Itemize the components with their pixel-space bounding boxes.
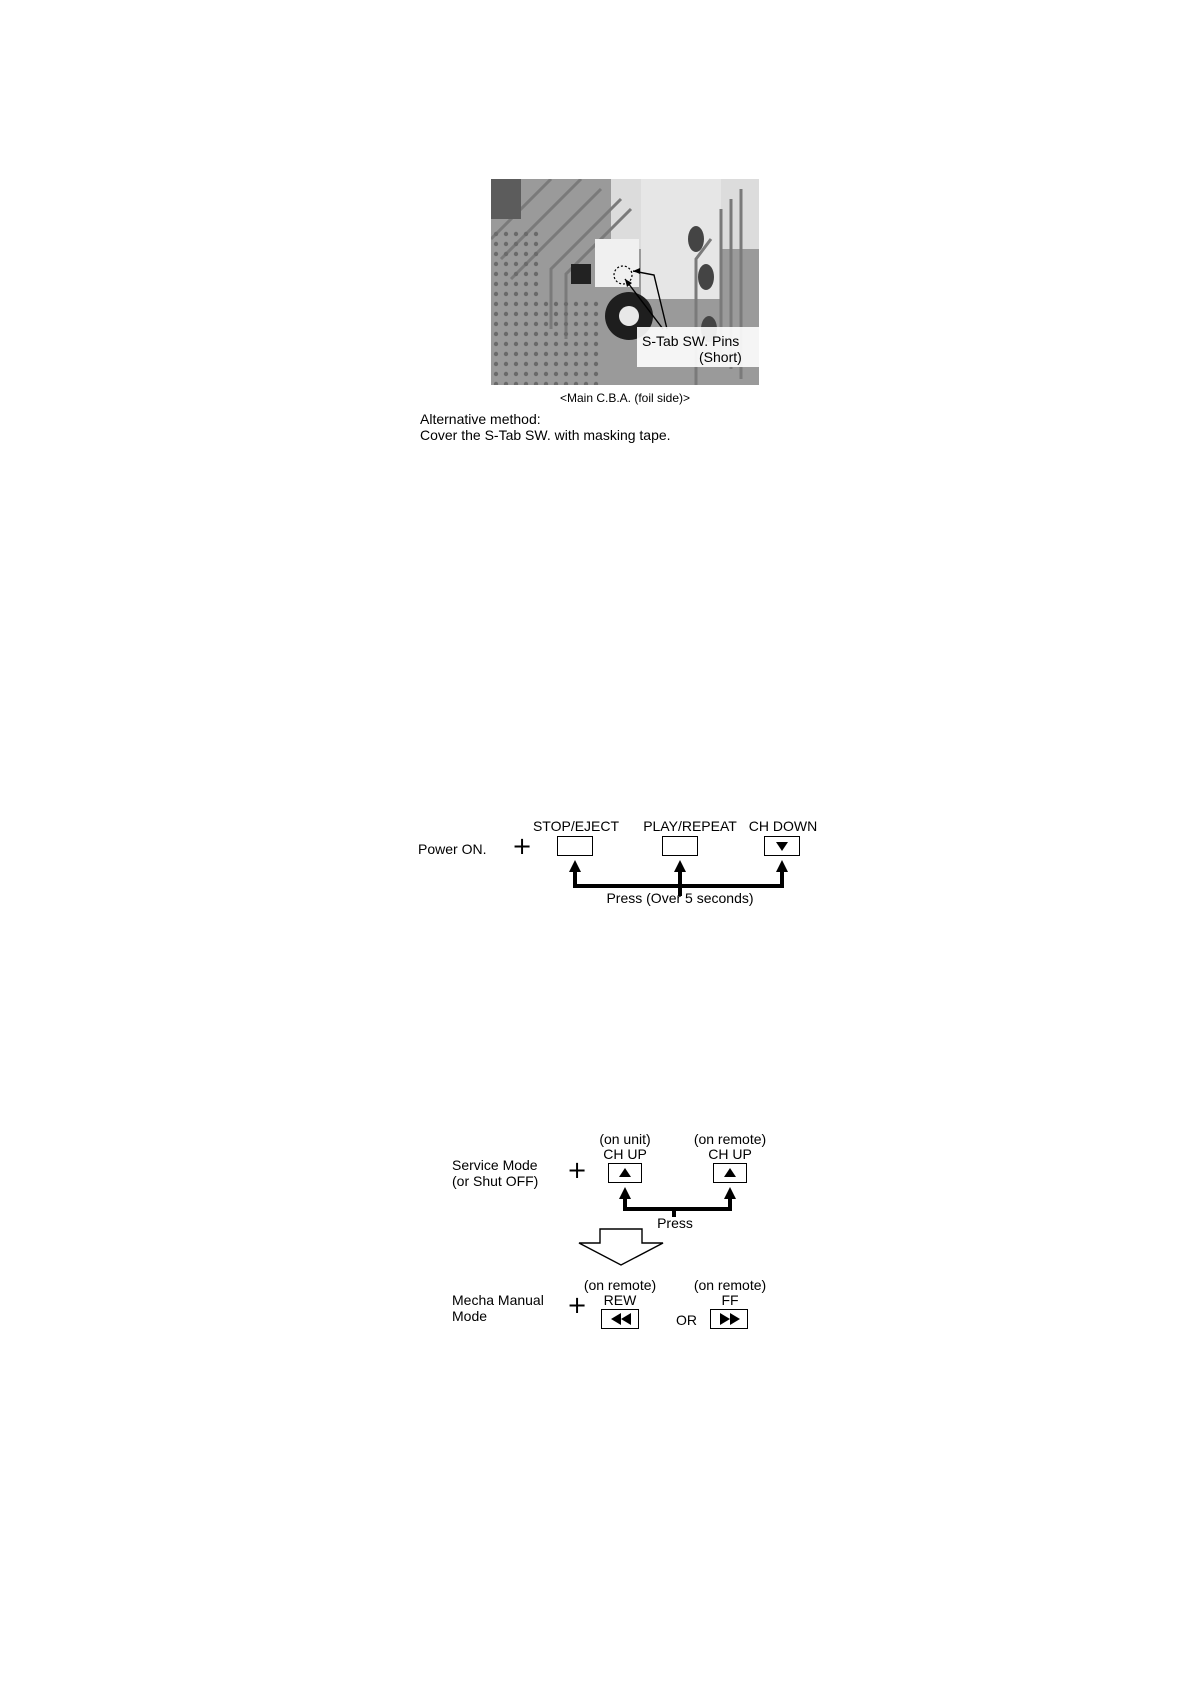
or-label: OR <box>676 1312 697 1328</box>
service-mode-label: Service Mode <box>452 1157 538 1173</box>
plus-sign: + <box>512 832 533 860</box>
triangle-down-icon <box>776 842 788 851</box>
ch-down-label: CH DOWN <box>748 818 818 834</box>
mecha-manual-label: Mecha Manual <box>452 1292 544 1308</box>
ch-down-button <box>764 836 800 856</box>
alternative-method-title: Alternative method: <box>420 411 541 427</box>
press-bracket-service <box>608 1183 748 1219</box>
on-unit-note: (on unit) <box>599 1131 651 1147</box>
rew-remote-note: (on remote) <box>583 1277 657 1293</box>
rew-button <box>601 1309 639 1329</box>
on-remote-note: (on remote) <box>693 1131 767 1147</box>
pins-callout-sublabel: (Short) <box>699 349 742 365</box>
unit-ch-up-button <box>608 1163 642 1183</box>
triangle-up-icon <box>724 1168 736 1177</box>
stop-eject-label: STOP/EJECT <box>532 818 620 834</box>
pins-callout-label: S-Tab SW. Pins <box>642 333 740 349</box>
alternative-method-text: Cover the S-Tab SW. with masking tape. <box>420 427 671 443</box>
stop-eject-button <box>557 836 593 856</box>
plus-sign-mecha: + <box>567 1291 588 1319</box>
play-repeat-button <box>662 836 698 856</box>
unit-ch-up-label: CH UP <box>603 1146 647 1162</box>
pcb-photo-figure <box>491 179 759 385</box>
power-on-label: Power ON. <box>418 841 487 857</box>
down-arrow-icon <box>575 1227 667 1267</box>
press-over-5-seconds-label: Press (Over 5 seconds) <box>606 890 754 906</box>
fast-forward-icon <box>719 1313 741 1325</box>
triangle-up-icon <box>619 1168 631 1177</box>
remote-ch-up-button <box>713 1163 747 1183</box>
rew-label: REW <box>603 1292 637 1308</box>
shut-off-label: (or Shut OFF) <box>452 1173 539 1189</box>
remote-ch-up-label: CH UP <box>708 1146 752 1162</box>
plus-sign-service: + <box>567 1156 588 1184</box>
ff-button <box>710 1309 748 1329</box>
press-label: Press <box>657 1215 693 1231</box>
ff-remote-note: (on remote) <box>693 1277 767 1293</box>
rewind-icon <box>610 1313 632 1325</box>
ff-label: FF <box>721 1292 739 1308</box>
play-repeat-label: PLAY/REPEAT <box>643 818 737 834</box>
mode-label: Mode <box>452 1308 488 1324</box>
figure1-caption: <Main C.B.A. (foil side)> <box>559 391 691 405</box>
